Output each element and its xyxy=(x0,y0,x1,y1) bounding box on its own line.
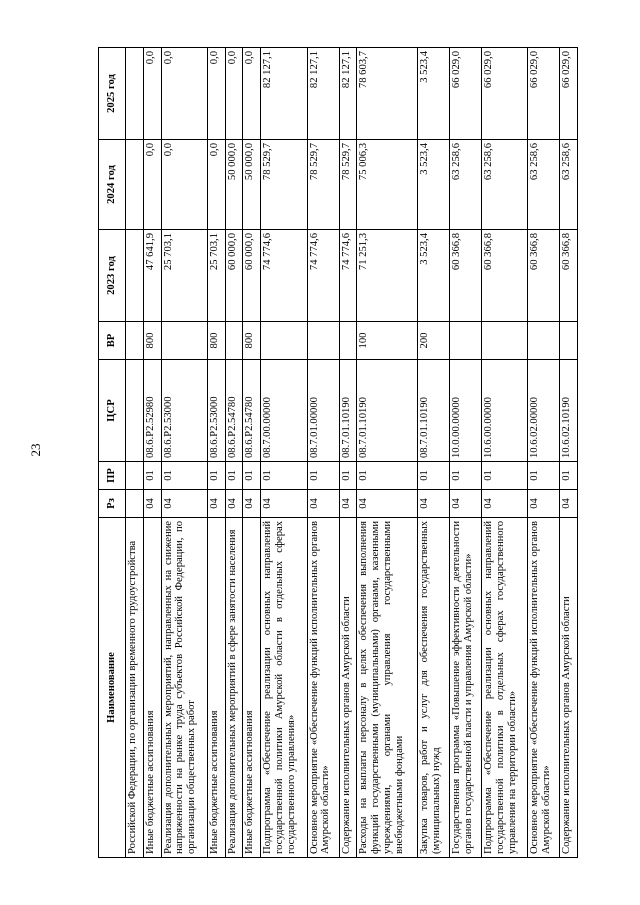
cell-y2023: 60 366,8 xyxy=(528,230,560,322)
cell-rz: 04 xyxy=(307,490,339,518)
cell-y2023: 74 774,6 xyxy=(261,230,307,322)
header-2025: 2025 год xyxy=(99,48,126,140)
cell-name: Подпрограмма «Обеспечение реализации основных направлений государственной политики в отдельных сферах государственного управления на территории области» xyxy=(481,518,527,858)
cell-pr: 01 xyxy=(528,462,560,490)
cell-pr: 01 xyxy=(161,462,207,490)
cell-pr: 01 xyxy=(307,462,339,490)
cell-y2023: 60 366,8 xyxy=(449,230,481,322)
header-rz: Рз xyxy=(99,490,126,518)
cell-y2023: 60 000,0 xyxy=(243,230,261,322)
cell-vr: 200 xyxy=(417,322,449,360)
cell-y2025: 66 029,0 xyxy=(449,48,481,140)
table-row xyxy=(225,48,243,858)
cell-pr: 01 xyxy=(339,462,357,490)
cell-rz: 04 xyxy=(417,490,449,518)
cell-csr: 08.7.01.10190 xyxy=(417,360,449,462)
cell-vr xyxy=(481,322,527,360)
cell-y2025 xyxy=(126,48,144,140)
cell-y2024: 0,0 xyxy=(207,140,225,230)
table-row xyxy=(161,48,207,858)
cell-vr xyxy=(560,322,578,360)
table-header-row xyxy=(99,48,126,858)
cell-y2023: 60 000,0 xyxy=(225,230,243,322)
table-row xyxy=(339,48,357,858)
cell-y2025: 3 523,4 xyxy=(417,48,449,140)
cell-name: Расходы на выплаты персоналу в целях обеспечения выполнения функций государственными (муниципальными) органами, казенными учреждениями, органами управления государственными внебюджетными фондами xyxy=(357,518,417,858)
cell-vr xyxy=(307,322,339,360)
cell-csr: 08.7.01.10190 xyxy=(339,360,357,462)
cell-name: Содержание исполнительных органов Амурской области xyxy=(339,518,357,858)
cell-vr xyxy=(161,322,207,360)
cell-name: Основное мероприятие «Обеспечение функций исполнительных органов Амурской области» xyxy=(528,518,560,858)
cell-vr xyxy=(449,322,481,360)
cell-pr: 01 xyxy=(417,462,449,490)
cell-name: Закупка товаров, работ и услуг для обеспечения государственных (муниципальных) нужд xyxy=(417,518,449,858)
cell-y2024: 78 529,7 xyxy=(307,140,339,230)
cell-y2025: 66 029,0 xyxy=(560,48,578,140)
cell-y2023 xyxy=(126,230,144,322)
cell-rz: 04 xyxy=(161,490,207,518)
cell-rz: 04 xyxy=(339,490,357,518)
table-row xyxy=(528,48,560,858)
cell-y2023: 3 523,4 xyxy=(417,230,449,322)
cell-vr xyxy=(126,322,144,360)
header-2023: 2023 год xyxy=(99,230,126,322)
cell-pr: 01 xyxy=(560,462,578,490)
cell-csr: 10.6.02.10190 xyxy=(560,360,578,462)
cell-csr: 08.6.Р2.53000 xyxy=(161,360,207,462)
cell-pr: 01 xyxy=(357,462,417,490)
cell-csr xyxy=(126,360,144,462)
cell-csr: 08.7.00.00000 xyxy=(261,360,307,462)
cell-csr: 08.7.01.10190 xyxy=(357,360,417,462)
cell-name: Основное мероприятие «Обеспечение функций исполнительных органов Амурской области» xyxy=(307,518,339,858)
cell-y2024: 78 529,7 xyxy=(261,140,307,230)
cell-csr: 10.6.00.00000 xyxy=(481,360,527,462)
cell-rz: 04 xyxy=(225,490,243,518)
cell-vr xyxy=(225,322,243,360)
table-row xyxy=(417,48,449,858)
cell-pr: 01 xyxy=(481,462,527,490)
cell-rz: 04 xyxy=(528,490,560,518)
cell-pr: 01 xyxy=(225,462,243,490)
cell-csr: 10.0.00.00000 xyxy=(449,360,481,462)
cell-y2024 xyxy=(126,140,144,230)
page-number: 23 xyxy=(28,443,43,457)
cell-y2025: 82 127,1 xyxy=(307,48,339,140)
cell-y2025: 0,0 xyxy=(207,48,225,140)
cell-rz: 04 xyxy=(357,490,417,518)
table-row xyxy=(261,48,307,858)
cell-csr: 10.6.02.00000 xyxy=(528,360,560,462)
cell-y2024: 75 006,3 xyxy=(357,140,417,230)
cell-y2025: 82 127,1 xyxy=(261,48,307,140)
cell-pr: 01 xyxy=(143,462,161,490)
cell-vr xyxy=(528,322,560,360)
cell-y2024: 63 258,6 xyxy=(560,140,578,230)
cell-y2024: 63 258,6 xyxy=(528,140,560,230)
cell-y2025: 0,0 xyxy=(161,48,207,140)
header-name: Наименование xyxy=(99,518,126,858)
cell-vr xyxy=(261,322,307,360)
cell-y2024: 3 523,4 xyxy=(417,140,449,230)
cell-rz: 04 xyxy=(243,490,261,518)
table-row xyxy=(207,48,225,858)
header-2024: 2024 год xyxy=(99,140,126,230)
cell-name: Содержание исполнительных органов Амурской области xyxy=(560,518,578,858)
cell-y2023: 71 251,3 xyxy=(357,230,417,322)
cell-y2025: 66 029,0 xyxy=(481,48,527,140)
cell-rz: 04 xyxy=(207,490,225,518)
cell-pr: 01 xyxy=(449,462,481,490)
cell-y2025: 0,0 xyxy=(225,48,243,140)
cell-y2024: 63 258,6 xyxy=(481,140,527,230)
cell-rz: 04 xyxy=(560,490,578,518)
cell-csr: 08.6.Р2.52980 xyxy=(143,360,161,462)
cell-vr: 800 xyxy=(243,322,261,360)
cell-rz xyxy=(126,490,144,518)
cell-y2024: 63 258,6 xyxy=(449,140,481,230)
cell-y2025: 0,0 xyxy=(143,48,161,140)
cell-name: Реализация дополнительных мероприятий в сфере занятости населения xyxy=(225,518,243,858)
cell-y2024: 78 529,7 xyxy=(339,140,357,230)
table-body xyxy=(126,48,578,858)
cell-y2025: 66 029,0 xyxy=(528,48,560,140)
cell-vr: 800 xyxy=(207,322,225,360)
cell-y2025: 0,0 xyxy=(243,48,261,140)
cell-csr: 08.6.Р2.54780 xyxy=(243,360,261,462)
cell-y2023: 60 366,8 xyxy=(481,230,527,322)
table-row xyxy=(560,48,578,858)
table-row xyxy=(449,48,481,858)
cell-name: Реализация дополнительных мероприятий, направленных на снижение напряженности на рынке труда субъектов Российской Федерации, по организации общественных работ xyxy=(161,518,207,858)
cell-name: Подпрограмма «Обеспечение реализации основных направлений государственной политики Амурской области в отдельных сферах государственного управления» xyxy=(261,518,307,858)
cell-y2023: 25 703,1 xyxy=(161,230,207,322)
cell-y2025: 78 603,7 xyxy=(357,48,417,140)
cell-csr: 08.6.Р2.54780 xyxy=(225,360,243,462)
cell-y2023: 60 366,8 xyxy=(560,230,578,322)
cell-y2023: 47 641,9 xyxy=(143,230,161,322)
budget-table xyxy=(98,47,578,858)
cell-name: Иные бюджетные ассигнования xyxy=(207,518,225,858)
table-row xyxy=(481,48,527,858)
cell-y2025: 82 127,1 xyxy=(339,48,357,140)
cell-vr: 800 xyxy=(143,322,161,360)
cell-pr: 01 xyxy=(207,462,225,490)
cell-y2024: 50 000,0 xyxy=(225,140,243,230)
cell-pr: 01 xyxy=(243,462,261,490)
cell-pr: 01 xyxy=(261,462,307,490)
table-row xyxy=(143,48,161,858)
cell-y2023: 74 774,6 xyxy=(307,230,339,322)
cell-rz: 04 xyxy=(143,490,161,518)
cell-rz: 04 xyxy=(261,490,307,518)
cell-name: Иные бюджетные ассигнования xyxy=(243,518,261,858)
cell-name: Государственная программа «Повышение эффективности деятельности органов государственной власти и управления Амурской области» xyxy=(449,518,481,858)
cell-y2024: 0,0 xyxy=(143,140,161,230)
table-row xyxy=(307,48,339,858)
header-pr: ПР xyxy=(99,462,126,490)
cell-y2023: 74 774,6 xyxy=(339,230,357,322)
cell-name: Российской Федерации, по организации временного трудоустройства xyxy=(126,518,144,858)
cell-vr: 100 xyxy=(357,322,417,360)
cell-y2024: 50 000,0 xyxy=(243,140,261,230)
cell-csr: 08.7.01.00000 xyxy=(307,360,339,462)
cell-rz: 04 xyxy=(449,490,481,518)
table-row xyxy=(243,48,261,858)
table-row xyxy=(126,48,144,858)
rotated-table-container xyxy=(98,48,578,858)
cell-name: Иные бюджетные ассигнования xyxy=(143,518,161,858)
header-vr: ВР xyxy=(99,322,126,360)
cell-csr: 08.6.Р2.53000 xyxy=(207,360,225,462)
cell-y2023: 25 703,1 xyxy=(207,230,225,322)
cell-pr xyxy=(126,462,144,490)
cell-y2024: 0,0 xyxy=(161,140,207,230)
table-row xyxy=(357,48,417,858)
header-csr: ЦСР xyxy=(99,360,126,462)
cell-rz: 04 xyxy=(481,490,527,518)
cell-vr xyxy=(339,322,357,360)
